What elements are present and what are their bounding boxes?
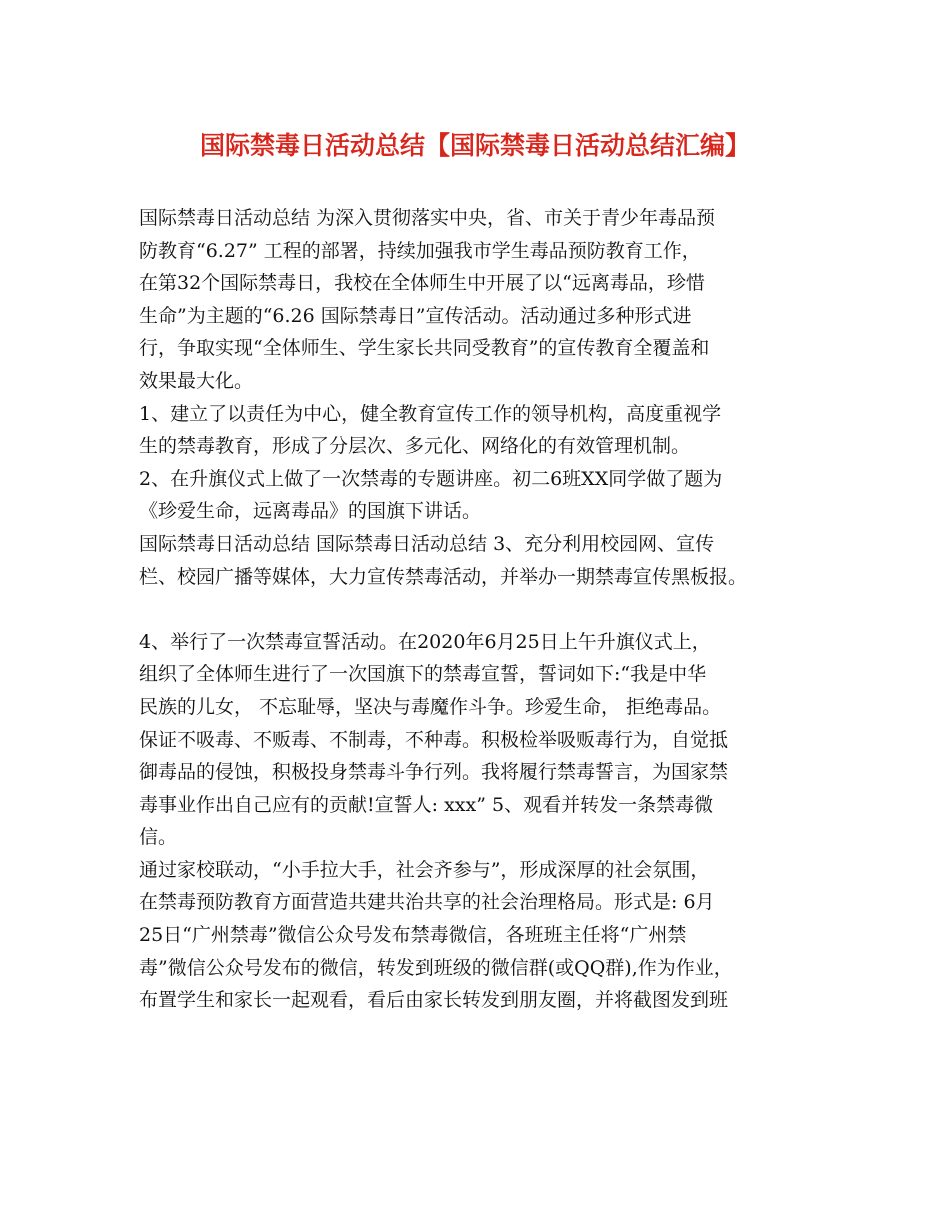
body-line: 毒”微信公众号发布的微信，转发到班级的微信群(或QQ群),作为作业， xyxy=(139,956,733,979)
body-line: 国际禁毒日活动总结 国际禁毒日活动总结 3、充分利用校园网、宣传 xyxy=(139,532,715,555)
body-line: 御毒品的侵蚀，积极投身禁毒斗争行列。我将履行禁毒誓言，为国家禁 xyxy=(139,761,729,784)
body-line: 4、举行了一次禁毒宣誓活动。在2020年6月25日上午升旗仪式上， xyxy=(139,630,711,653)
body-line: 毒事业作出自己应有的贡献!宣誓人: xxx” 5、观看并转发一条禁毒微 xyxy=(139,793,714,816)
body-line: 信。 xyxy=(139,826,178,849)
body-line: 生命”为主题的“6.26 国际禁毒日”宣传活动。活动通过多种形式进 xyxy=(139,304,692,327)
body-line: 25日“广州禁毒”微信公众号发布禁毒微信，各班班主任将“广州禁 xyxy=(139,924,687,947)
body-line: 效果最大化。 xyxy=(139,369,254,392)
document-title: 国际禁毒日活动总结【国际禁毒日活动总结汇编】 xyxy=(199,131,750,160)
body-line: 布置学生和家长一起观看，看后由家长转发到朋友圈，并将截图发到班 xyxy=(139,989,729,1012)
body-line: 防教育“6.27” 工程的部署，持续加强我市学生毒品预防教育工作， xyxy=(139,239,701,262)
document-body xyxy=(139,202,829,1017)
body-line: 民族的儿女， 不忘耻辱，坚决与毒魔作斗争。珍爱生命， 拒绝毒品。 xyxy=(139,695,722,718)
body-line: 1、建立了以责任为中心，健全教育宣传工作的领导机构，高度重视学 xyxy=(139,402,722,425)
body-line: 通过家校联动，“小手拉大手，社会齐参与”，形成深厚的社会氛围， xyxy=(139,858,710,881)
body-line: 组织了全体师生进行了一次国旗下的禁毒宣誓，誓词如下:“我是中华 xyxy=(139,663,707,686)
body-line: 在禁毒预防教育方面营造共建共治共享的社会治理格局。形式是: 6月 xyxy=(139,891,715,914)
body-line: 行，争取实现“全体师生、学生家长共同受教育”的宣传教育全覆盖和 xyxy=(139,337,710,360)
body-line: 《珍爱生命，远离毒品》的国旗下讲话。 xyxy=(139,500,482,523)
body-line: 生的禁毒教育，形成了分层次、多元化、网络化的有效管理机制。 xyxy=(139,435,691,458)
body-line: 在第32个国际禁毒日，我校在全体师生中开展了以“远离毒品，珍惜 xyxy=(139,272,705,295)
body-line: 国际禁毒日活动总结 为深入贯彻落实中央，省、市关于青少年毒品预 xyxy=(139,207,716,229)
body-line: 保证不吸毒、不贩毒、不制毒，不种毒。积极检举吸贩毒行为，自觉抵 xyxy=(139,728,729,751)
body-line: 2、在升旗仪式上做了一次禁毒的专题讲座。初二6班XX同学做了题为 xyxy=(139,467,723,490)
blank-line xyxy=(139,593,829,626)
body-line: 栏、校园广播等媒体，大力宣传禁毒活动，并举办一期禁毒宣传黑板报。 xyxy=(139,565,748,588)
